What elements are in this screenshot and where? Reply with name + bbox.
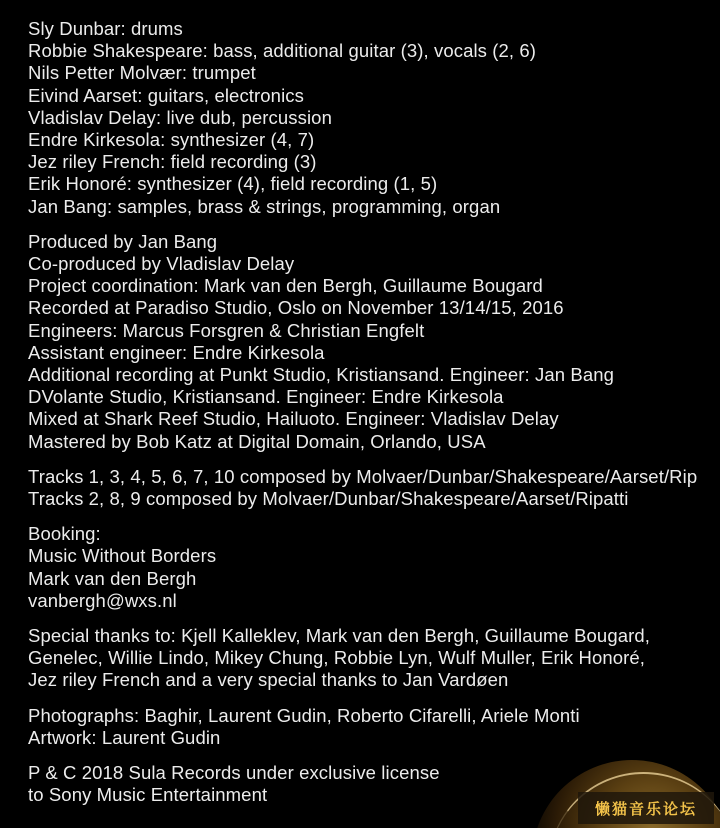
credit-line: Mastered by Bob Katz at Digital Domain, Orlando, USA (28, 430, 486, 452)
credit-block (28, 231, 720, 453)
credit-line: Tracks 2, 8, 9 composed by Molvaer/Dunbar/Shakespeare/Aarset/Ripatti (28, 488, 629, 510)
credit-line: Photographs: Baghir, Laurent Gudin, Roberto Cifarelli, Ariele Monti (28, 704, 580, 726)
credit-line: Booking: (28, 523, 101, 545)
credit-block (28, 466, 720, 510)
credit-line: Mark van den Bergh (28, 567, 197, 589)
credit-line: Robbie Shakespeare: bass, additional guitar (3), vocals (2, 6) (28, 40, 537, 62)
credit-line: Music Without Borders (28, 545, 217, 567)
credit-line: Co-produced by Vladislav Delay (28, 253, 295, 275)
credit-block (28, 705, 720, 749)
credit-line: Artwork: Laurent Gudin (28, 726, 221, 748)
credit-line: DVolante Studio, Kristiansand. Engineer: Endre Kirkesola (28, 386, 504, 408)
credit-line: Additional recording at Punkt Studio, Kristiansand. Engineer: Jan Bang (28, 364, 615, 386)
credit-line: Special thanks to: Kjell Kalleklev, Mark van den Bergh, Guillaume Bougard, (28, 625, 650, 647)
credit-line: Tracks 1, 3, 4, 5, 6, 7, 10 composed by Molvaer/Dunbar/Shakespeare/Aarset/Rip (28, 465, 698, 487)
forum-watermark: 懒猫音乐论坛 (578, 792, 714, 824)
credit-line: Recorded at Paradiso Studio, Oslo on November 13/14/15, 2016 (28, 297, 564, 319)
credit-line: Assistant engineer: Endre Kirkesola (28, 341, 325, 363)
credit-line: Engineers: Marcus Forsgren & Christian Engfelt (28, 319, 425, 341)
credit-line: Project coordination: Mark van den Bergh, Guillaume Bougard (28, 275, 543, 297)
credit-line: Erik Honoré: synthesizer (4), field recording (1, 5) (28, 173, 438, 195)
credit-block (28, 625, 720, 692)
credit-line: Eivind Aarset: guitars, electronics (28, 84, 304, 106)
credit-line: Endre Kirkesola: synthesizer (4, 7) (28, 129, 315, 151)
credit-line: Vladislav Delay: live dub, percussion (28, 106, 332, 128)
credit-line: Sly Dunbar: drums (28, 18, 183, 39)
credit-line: Jan Bang: samples, brass & strings, programming, organ (28, 195, 501, 217)
credit-line: to Sony Music Entertainment (28, 784, 268, 806)
credits-text (28, 18, 720, 820)
credit-line: Jez riley French: field recording (3) (28, 151, 317, 173)
credit-line: Genelec, Willie Lindo, Mikey Chung, Robbie Lyn, Wulf Muller, Erik Honoré, (28, 647, 646, 669)
credit-line: P & C 2018 Sula Records under exclusive license (28, 762, 440, 784)
credit-line: vanbergh@wxs.nl (28, 589, 177, 611)
credit-line: Jez riley French and a very special thanks to Jan Vardøen (28, 669, 509, 691)
credit-line: Nils Petter Molvær: trumpet (28, 62, 256, 84)
credit-line: Produced by Jan Bang (28, 230, 218, 252)
credit-block (28, 18, 720, 218)
credit-line: Mixed at Shark Reef Studio, Hailuoto. Engineer: Vladislav Delay (28, 408, 559, 430)
credit-block (28, 523, 720, 612)
